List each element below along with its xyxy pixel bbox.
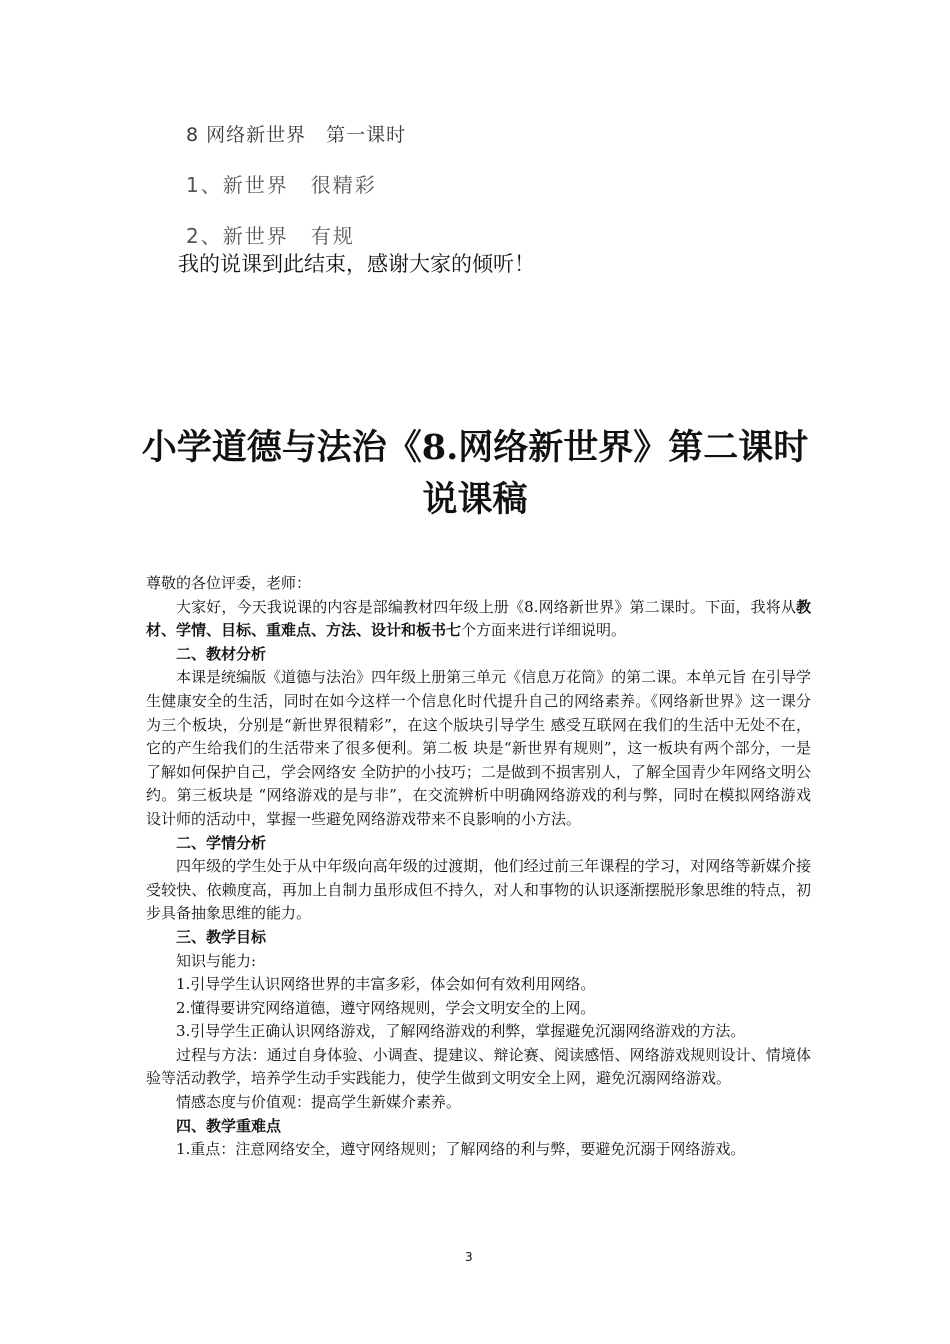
section-heading-key-points: 四、教学重难点: [176, 1116, 282, 1135]
section-heading-goals: 三、教学目标: [176, 927, 267, 946]
document-body: [146, 572, 811, 1162]
goal-item-2: 2.懂得要讲究网络道德，遵守网络规则，学会文明安全的上网。: [176, 998, 596, 1017]
section-heading-students: 二、学情分析: [176, 833, 267, 852]
intro-text-a: 大家好，今天我说课的内容是部编教材四年级上册《8.网络新世界》第二课时。下面，我将从: [176, 597, 796, 616]
goal-attitude-values: 情感态度与价值观：提高学生新媒介素养。: [176, 1093, 462, 1112]
title-line-1: 小学道德与法治《8.网络新世界》第二课时: [141, 427, 809, 468]
document-title: [100, 422, 850, 526]
goal-knowledge-label: 知识与能力:: [176, 951, 257, 970]
board-notes: [186, 120, 406, 249]
student-analysis-paragraph: 四年级的学生处于从中年级向高年级的过渡期，他们经过前三年课程的学习，对网络等新媒介接受较快、依赖度高，再加上自制力虽形成但不持久，对人和事物的认识逐渐摆脱形象思维的特点，初步具备抽象思维的能力。: [146, 857, 811, 923]
intro-text-b: 个方面来进行详细说明。: [461, 621, 627, 640]
title-line-2: 说课稿: [422, 479, 528, 520]
board-line-3: 2、新世界 有规: [186, 224, 355, 248]
key-point-1: 1.重点：注意网络安全，遵守网络规则；了解网络的利与弊，要避免沉溺于网络游戏。: [176, 1140, 746, 1159]
textbook-analysis-paragraph: 本课是统编版《道德与法治》四年级上册第三单元《信息万花筒》的第二课。本单元旨 在引导学生健康安全的生活，同时在如今这样一个信息化时代提升自己的网络素养。《网络新世界》这一课分为三个板块，分别是“新世界很精彩”，在这个版块引导学生 感受互联网在我们的生活中无处不在，它的产生给我们的生活带来了很多便利。第二板 块是“新世界有规则”，这一板块有两个部分，一是了解如何保护自己，学会网络安 全防护的小技巧；二是做到不损害别人，了解全国青少年网络文明公约。第三板块是 “网络游戏的是与非”，在交流辨析中明确网络游戏的利与弊，同时在模拟网络游戏 设计师的活动中，掌握一些避免网络游戏带来不良影响的小方法。: [146, 668, 811, 828]
goal-item-3: 3.引导学生正确认识网络游戏，了解网络游戏的利弊，掌握避免沉溺网络游戏的方法。: [176, 1022, 746, 1041]
goal-process-method: 过程与方法：通过自身体验、小调查、提建议、辩论赛、阅读感悟、网络游戏规则设计、情境体验等活动教学，培养学生动手实践能力，使学生做到文明安全上网，避免沉溺网络游戏。: [146, 1045, 811, 1088]
intro-paragraph: [146, 596, 811, 643]
intro-bold-text: 教材、学情、目标、重难点、方法、设计和板书七: [146, 597, 811, 640]
page-number: 3: [465, 1250, 473, 1264]
board-line-2: 1、新世界 很精彩: [186, 173, 377, 197]
closing-remark: 我的说课到此结束，感谢大家的倾听！: [178, 252, 535, 276]
goal-item-1: 1.引导学生认识网络世界的丰富多彩，体会如何有效利用网络。: [176, 975, 596, 994]
board-line-1: 8 网络新世界 第一课时: [186, 124, 407, 146]
salutation: 尊敬的各位评委，老师：: [146, 574, 312, 592]
section-heading-textbook: 二、教材分析: [176, 644, 267, 663]
